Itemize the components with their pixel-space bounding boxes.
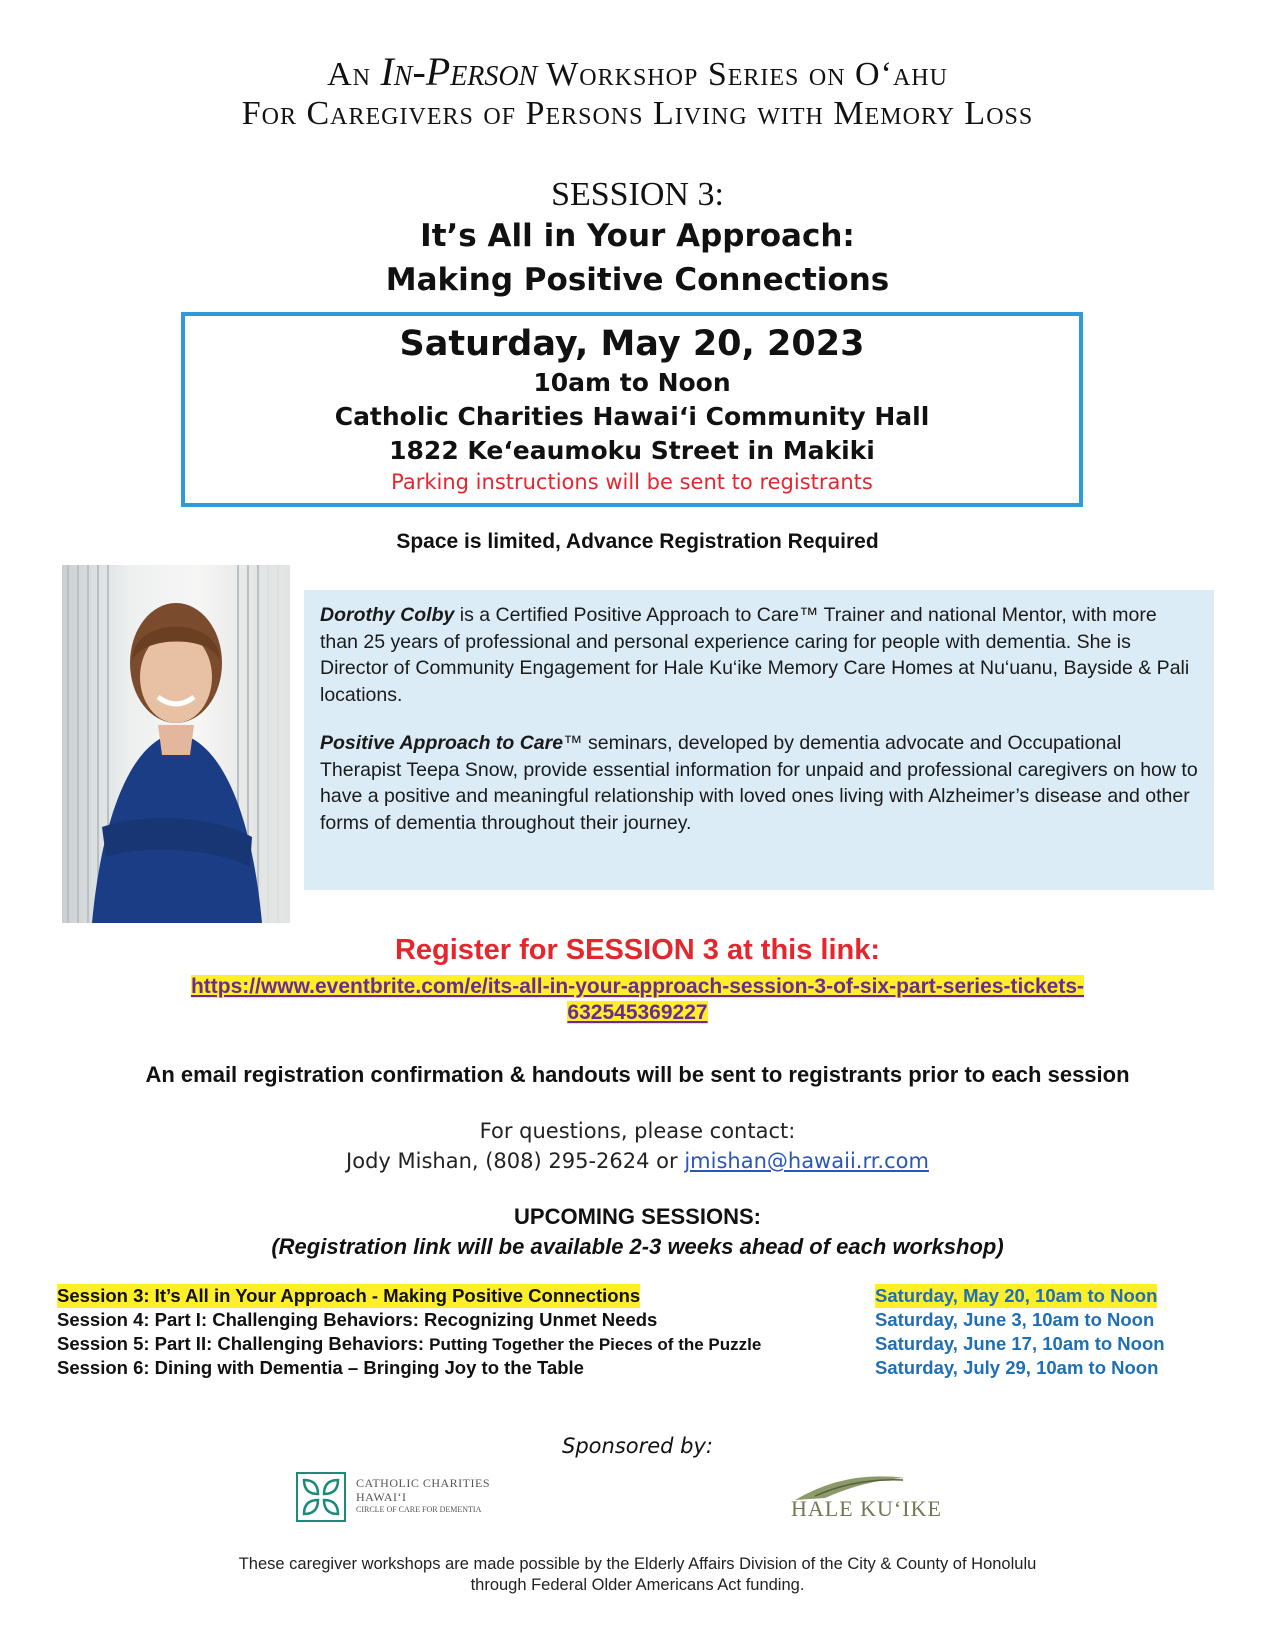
schedule-session-title: Session 4: Part I: Challenging Behaviors: Recognizing Unmet Needs (57, 1309, 658, 1330)
schedule-row (57, 1308, 1237, 1332)
contact-details (0, 1146, 1275, 1176)
program-name: Positive Approach to Care (320, 732, 564, 754)
register-heading: Register for SESSION 3 at this link: (394, 934, 881, 966)
bio-paragraph-1-text: is a Certified Positive Approach to Care™ Trainer and national Mentor, with more than 25 years of professional and personal experience caring for people with dementia. She is Director of Community Engagement for Hale Ku‘ike Memory Care Homes at Nu‘uanu, Bayside & Pali locations. (320, 604, 1190, 706)
event-details-box (181, 312, 1083, 507)
funding-line-2: through Federal Older Americans Act funding. (470, 1576, 805, 1594)
registration-link-line2[interactable]: 632545369227 (567, 1001, 708, 1024)
email-confirmation-note: An email registration confirmation & handouts will be sent to registrants prior to each session (145, 1062, 1130, 1087)
trainer-bio-box (304, 590, 1214, 890)
session-title-line1: It’s All in Your Approach: (420, 218, 855, 254)
session-schedule (57, 1284, 1237, 1380)
contact-name-phone: Jody Mishan, (808) 295-2624 or (346, 1149, 685, 1173)
series-title-suffix: Workshop Series on O‘ahu (537, 56, 948, 93)
schedule-session-title-main: Session 5: Part II: Challenging Behaviors: (57, 1333, 430, 1354)
event-address: 1822 Ke‘eaumoku Street in Makiki (389, 436, 875, 465)
schedule-row (57, 1332, 1237, 1356)
session-title-line2: Making Positive Connections (385, 262, 890, 298)
bio-paragraph-2 (320, 730, 1200, 836)
catholic-charities-logo-mark (296, 1472, 346, 1522)
catholic-charities-logo (296, 1472, 526, 1528)
series-title-emphasis: In-Person (380, 49, 538, 94)
schedule-session-date: Saturday, June 17, 10am to Noon (875, 1333, 1165, 1354)
contact-email-link[interactable]: jmishan@hawaii.rr.com (684, 1149, 929, 1173)
schedule-session-title: Session 6: Dining with Dementia – Bringing Joy to the Table (57, 1357, 584, 1378)
catholic-charities-region: HAWAI‘I (356, 1490, 407, 1504)
trainer-name: Dorothy Colby (320, 604, 455, 626)
upcoming-heading: UPCOMING SESSIONS: (514, 1204, 761, 1229)
registration-link[interactable] (92, 974, 1183, 1026)
registration-notice: Space is limited, Advance Registration Required (396, 530, 879, 553)
hale-kuike-logo (785, 1470, 945, 1530)
series-title (0, 49, 1275, 95)
schedule-session-title-sub: Putting Together the Pieces of the Puzzle (429, 1335, 762, 1354)
contact-section (0, 1116, 1275, 1176)
series-title-prefix: An (327, 56, 381, 93)
schedule-session-date: Saturday, July 29, 10am to Noon (875, 1357, 1159, 1378)
event-date: Saturday, May 20, 2023 (399, 324, 865, 364)
contact-intro: For questions, please contact: (479, 1119, 796, 1143)
event-venue: Catholic Charities Hawai‘i Community Hall (334, 402, 930, 431)
catholic-charities-logo-text (356, 1476, 490, 1515)
parking-note: Parking instructions will be sent to registrants (391, 470, 873, 494)
upcoming-sessions-header (0, 1202, 1275, 1262)
schedule-row (57, 1284, 1237, 1308)
registration-link-line1[interactable]: https://www.eventbrite.com/e/its-all-in-your-approach-session-3-of-six-part-series-tickets- (190, 975, 1085, 998)
schedule-session-title: Session 3: It’s All in Your Approach - Making Positive Connections (57, 1285, 641, 1306)
trainer-photo (62, 565, 290, 923)
series-subtitle: For Caregivers of Persons Living with Memory Loss (241, 95, 1034, 132)
funding-acknowledgement (0, 1554, 1275, 1596)
sponsored-by-label: Sponsored by: (562, 1434, 713, 1458)
bio-paragraph-1 (320, 602, 1200, 708)
session-label: SESSION 3: (551, 176, 724, 213)
leaf-pattern-icon (298, 1474, 344, 1520)
schedule-session-title (57, 1332, 761, 1357)
upcoming-subheading: (Registration link will be available 2-3 weeks ahead of each workshop) (271, 1234, 1004, 1259)
trainer-portrait-illustration (62, 565, 290, 923)
catholic-charities-name: CATHOLIC CHARITIES (356, 1476, 490, 1490)
event-time: 10am to Noon (533, 368, 731, 397)
schedule-row (57, 1356, 1237, 1380)
hale-kuike-name: HALE KU‘IKE (791, 1496, 942, 1521)
funding-line-1: These caregiver workshops are made possible by the Elderly Affairs Division of the City & County of Honolulu (238, 1555, 1037, 1573)
schedule-session-date: Saturday, June 3, 10am to Noon (875, 1309, 1155, 1330)
bio-paragraph-2-text: ™ seminars, developed by dementia advocate and Occupational Therapist Teepa Snow, provide essential information for unpaid and professional caregivers on how to have a positive and meaningful relationship with loved ones living with Alzheimer’s disease and other forms of dementia throughout their journey. (320, 732, 1198, 834)
schedule-session-date: Saturday, May 20, 10am to Noon (875, 1285, 1158, 1306)
catholic-charities-program: CIRCLE OF CARE FOR DEMENTIA (356, 1505, 482, 1514)
